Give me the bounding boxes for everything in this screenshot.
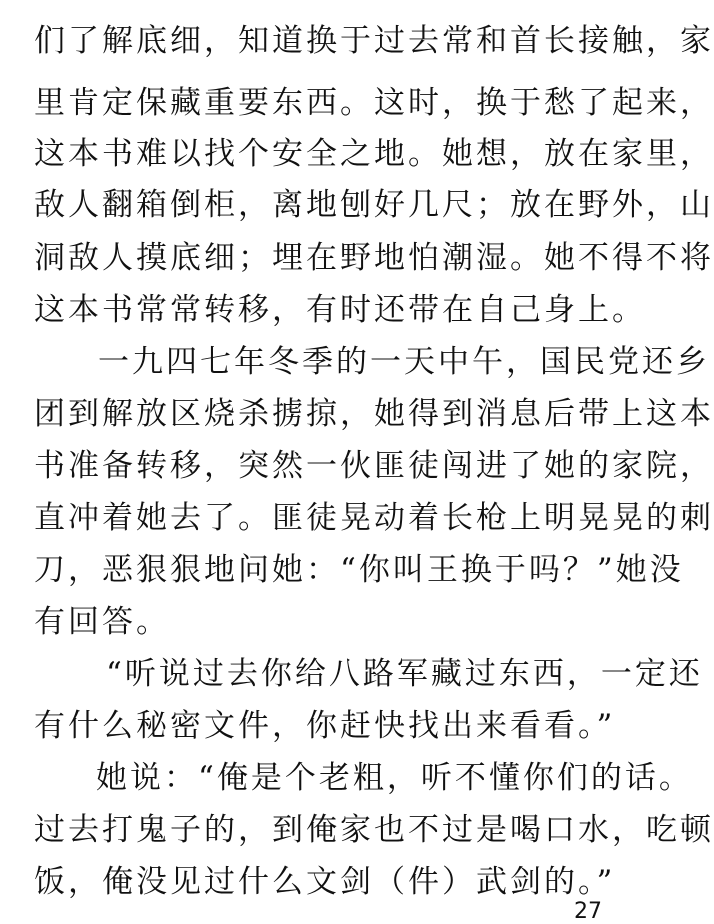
text-line: 这本书常常转移，有时还带在自己身上。 (34, 292, 646, 328)
text-line: 们了解底细，知道换于过去常和首长接触，家 (34, 23, 714, 59)
text-line: 饭，俺没见过什么文剑（件）武剑的。” (34, 864, 616, 900)
text-line: 有什么秘密文件，你赶快找出来看看。” (34, 708, 616, 744)
text-line: 直冲着她去了。匪徒晃动着长枪上明晃晃的刺 (34, 500, 714, 536)
paragraph-first-line: 一九四七年冬季的一天中午，国民党还乡 (98, 344, 710, 380)
text-line: 里肯定保藏重要东西。这时，换于愁了起来， (34, 85, 714, 121)
paragraph-first-line: 她说：“俺是个老粗，听不懂你们的话。 (96, 760, 693, 796)
page-number: 27 (574, 899, 602, 924)
text-line: 刀，恶狠狠地问她：“你叫王换于吗？”她没 (34, 552, 684, 588)
text-line: 书准备转移，突然一伙匪徒闯进了她的家院， (34, 448, 714, 484)
text-line: 有回答。 (34, 604, 170, 640)
text-line: 敌人翻箱倒柜，离地刨好几尺；放在野外，山 (34, 187, 714, 223)
text-line: 洞敌人摸底细；埋在野地怕潮湿。她不得不将 (34, 240, 714, 276)
text-line: 团到解放区烧杀掳掠，她得到消息后带上这本 (34, 396, 714, 432)
text-line: 这本书难以找个安全之地。她想，放在家里， (34, 136, 714, 172)
paragraph-first-line: “听说过去你给八路军藏过东西，一定还 (106, 656, 703, 692)
text-line: 过去打鬼子的，到俺家也不过是喝口水，吃顿 (34, 812, 714, 848)
